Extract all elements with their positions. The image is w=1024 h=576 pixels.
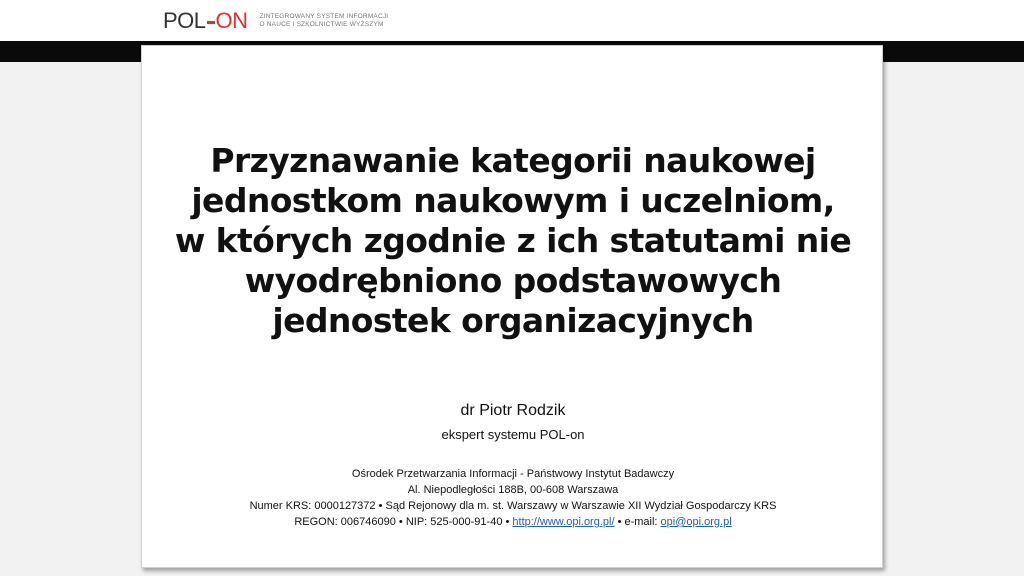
footer-address: Al. Niepodległości 188B, 00-608 Warszawa xyxy=(407,484,619,496)
logo-tagline-line2: O NAUCE I SZKOLNICTWIE WYŻSZYM xyxy=(259,21,384,28)
title-line: w których zgodnie z ich statutami nie xyxy=(174,221,852,260)
logo-on-text: ON xyxy=(215,8,248,33)
footer-krs: Numer KRS: 0000127372 • Sąd Rejonowy dla m. st. Warszawy w Warszawie XII Wydział Gospodarczy KRS xyxy=(249,500,777,512)
email-link[interactable]: opi@opi.org.pl xyxy=(660,516,732,528)
logo-mark xyxy=(163,9,248,33)
author-name: dr Piotr Rodzik xyxy=(460,402,566,419)
title-line: jednostek organizacyjnych xyxy=(272,301,754,340)
author-role: ekspert systemu POL-on xyxy=(441,427,585,442)
footer-institute: Ośrodek Przetwarzania Informacji - Państwowy Instytut Badawczy xyxy=(351,468,675,480)
title-line: wyodrębniono podstawowych xyxy=(244,261,782,300)
slide-footer xyxy=(142,466,884,530)
pol-on-logo xyxy=(163,9,388,33)
slide-title xyxy=(142,141,884,341)
logo-tagline xyxy=(260,13,389,29)
footer-regon-nip: REGON: 006746090 • NIP: 525-000-91-40 • xyxy=(294,516,513,528)
logo-dash-icon xyxy=(207,21,215,24)
footer-contact xyxy=(142,514,884,530)
title-line: jednostkom naukowym i uczelniom, xyxy=(191,181,835,220)
title-line: Przyznawanie kategorii naukowej xyxy=(210,141,816,180)
logo-pol-text: POL xyxy=(163,8,206,33)
footer-email-label: • e-mail: xyxy=(614,516,661,528)
header xyxy=(0,0,1024,41)
logo-tagline-line1: ZINTEGROWANY SYSTEM INFORMACJI xyxy=(259,13,389,20)
slide xyxy=(141,45,883,568)
website-link[interactable]: http://www.opi.org.pl/ xyxy=(512,516,615,528)
